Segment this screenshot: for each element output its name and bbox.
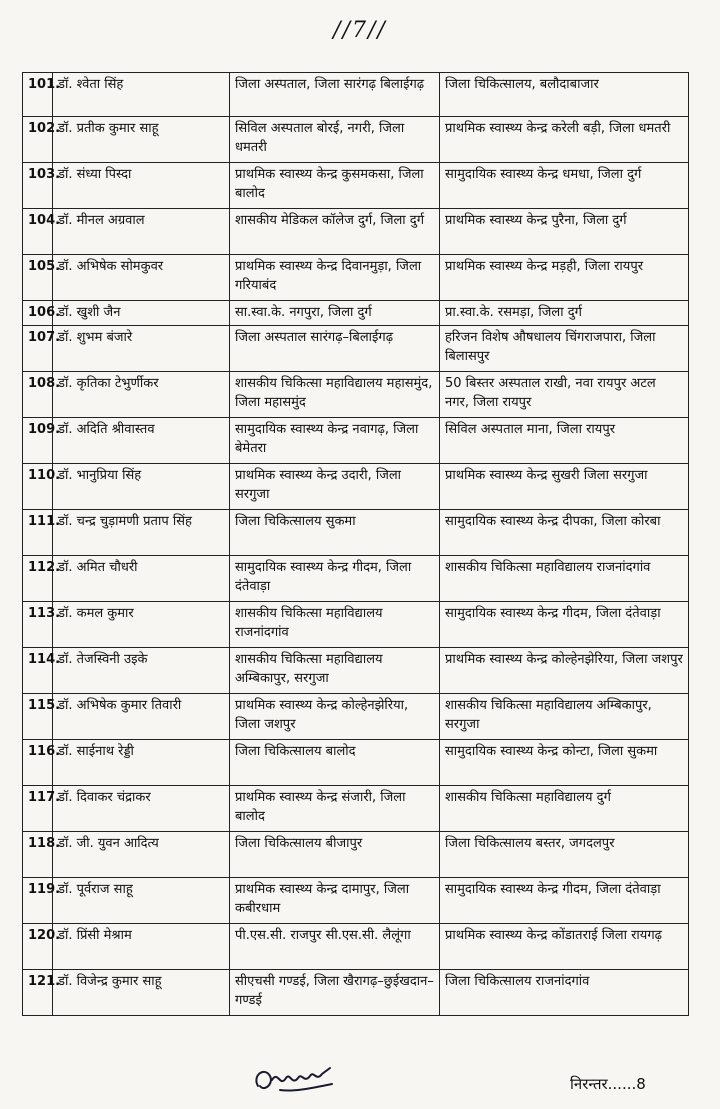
table-row [23,73,689,117]
table-row [23,301,689,326]
new-posting: शासकीय चिकित्सा महाविद्यालय दुर्ग [440,786,689,832]
new-posting: शासकीय चिकित्सा महाविद्यालय अम्बिकापुर, सरगुजा [440,694,689,740]
table-row [23,648,689,694]
table-row [23,556,689,602]
table-row [23,163,689,209]
table-row [23,372,689,418]
page-number: //7// [333,18,387,43]
doctor-name: डॉ. अभिषेक सोमकुवर [53,255,230,301]
serial-number: 112. [23,556,53,602]
serial-number: 120. [23,924,53,970]
new-posting: सामुदायिक स्वास्थ्य केन्द्र दीपका, जिला कोरबा [440,510,689,556]
table-body [23,73,689,1016]
serial-number: 106. [23,301,53,326]
table-row [23,326,689,372]
serial-number: 103. [23,163,53,209]
doctor-name: डॉ. कृतिका टेभुर्णीकर [53,372,230,418]
new-posting: प्राथमिक स्वास्थ्य केन्द्र कोल्हेनझेरिया, जिला जशपुर [440,648,689,694]
current-posting: जिला चिकित्सालय बालोद [230,740,440,786]
doctor-name: डॉ. चन्द्र चुड़ामणी प्रताप सिंह [53,510,230,556]
current-posting: जिला चिकित्सालय बीजापुर [230,832,440,878]
doctor-name: डॉ. अमित चौधरी [53,556,230,602]
doctor-name: डॉ. खुशी जैन [53,301,230,326]
table-row [23,418,689,464]
table-row [23,970,689,1016]
current-posting: जिला अस्पताल, जिला सारंगढ़ बिलाईगढ़ [230,73,440,117]
serial-number: 117. [23,786,53,832]
doctor-name: डॉ. दिवाकर चंद्राकर [53,786,230,832]
doctor-name: डॉ. जी. युवन आदित्य [53,832,230,878]
doctor-name: डॉ. श्वेता सिंह [53,73,230,117]
current-posting: जिला अस्पताल सारंगढ़–बिलाईगढ़ [230,326,440,372]
new-posting: प्राथमिक स्वास्थ्य केन्द्र सुखरी जिला सरगुजा [440,464,689,510]
doctor-name: डॉ. विजेन्द्र कुमार साहू [53,970,230,1016]
new-posting: 50 बिस्तर अस्पताल राखी, नवा रायपुर अटल नगर, जिला रायपुर [440,372,689,418]
transfer-table [22,72,689,1016]
current-posting: प्राथमिक स्वास्थ्य केन्द्र दामापुर, जिला कबीरधाम [230,878,440,924]
table-row [23,602,689,648]
doctor-name: डॉ. तेजस्विनी उइके [53,648,230,694]
table-row [23,117,689,163]
table-row [23,510,689,556]
new-posting: शासकीय चिकित्सा महाविद्यालय राजनांदगांव [440,556,689,602]
serial-number: 115. [23,694,53,740]
serial-number: 114. [23,648,53,694]
current-posting: प्राथमिक स्वास्थ्य केन्द्र कुसमकसा, जिला बालोद [230,163,440,209]
table-row [23,786,689,832]
serial-number: 101. [23,73,53,117]
table-row [23,694,689,740]
doctor-name: डॉ. पूर्वराज साहू [53,878,230,924]
new-posting: प्राथमिक स्वास्थ्य केन्द्र करेली बड़ी, जिला धमतरी [440,117,689,163]
serial-number: 118. [23,832,53,878]
serial-number: 102. [23,117,53,163]
new-posting: सामुदायिक स्वास्थ्य केन्द्र गीदम, जिला दंतेवाड़ा [440,602,689,648]
new-posting: प्राथमिक स्वास्थ्य केन्द्र मड़ही, जिला रायपुर [440,255,689,301]
serial-number: 110. [23,464,53,510]
table-row [23,924,689,970]
current-posting: प्राथमिक स्वास्थ्य केन्द्र संजारी, जिला बालोद [230,786,440,832]
current-posting: प्राथमिक स्वास्थ्य केन्द्र उदारी, जिला सरगुजा [230,464,440,510]
current-posting: सिविल अस्पताल बोरई, नगरी, जिला धमतरी [230,117,440,163]
serial-number: 108. [23,372,53,418]
serial-number: 105. [23,255,53,301]
new-posting: जिला चिकित्सालय बस्तर, जगदलपुर [440,832,689,878]
new-posting: हरिजन विशेष औषधालय चिंगराजपारा, जिला बिलासपुर [440,326,689,372]
serial-number: 104. [23,209,53,255]
new-posting: सिविल अस्पताल माना, जिला रायपुर [440,418,689,464]
current-posting: शासकीय चिकित्सा महाविद्यालय राजनांदगांव [230,602,440,648]
doctor-name: डॉ. भानुप्रिया सिंह [53,464,230,510]
current-posting: सामुदायिक स्वास्थ्य केन्द्र गीदम, जिला दंतेवाड़ा [230,556,440,602]
table-row [23,464,689,510]
new-posting: प्राथमिक स्वास्थ्य केन्द्र पुरैना, जिला दुर्ग [440,209,689,255]
current-posting: सीएचसी गण्डई, जिला खैरागढ़–छुईखदान–गण्डई [230,970,440,1016]
new-posting: प्राथमिक स्वास्थ्य केन्द्र कोंडातराई जिला रायगढ़ [440,924,689,970]
doctor-name: डॉ. मीनल अग्रवाल [53,209,230,255]
serial-number: 121. [23,970,53,1016]
doctor-name: डॉ. कमल कुमार [53,602,230,648]
new-posting: जिला चिकित्सालय, बलौदाबाजार [440,73,689,117]
signature [250,1062,340,1098]
serial-number: 119. [23,878,53,924]
serial-number: 109. [23,418,53,464]
new-posting: सामुदायिक स्वास्थ्य केन्द्र गीदम, जिला दंतेवाड़ा [440,878,689,924]
current-posting: शासकीय चिकित्सा महाविद्यालय महासमुंद, जिला महासमुंद [230,372,440,418]
new-posting: जिला चिकित्सालय राजनांदगांव [440,970,689,1016]
current-posting: पी.एस.सी. राजपुर सी.एस.सी. लैलूंगा [230,924,440,970]
doctor-name: डॉ. शुभम बंजारे [53,326,230,372]
table-row [23,209,689,255]
serial-number: 113. [23,602,53,648]
current-posting: प्राथमिक स्वास्थ्य केन्द्र दिवानमुड़ा, जिला गरियाबंद [230,255,440,301]
table-row [23,878,689,924]
doctor-name: डॉ. संध्या पिस्दा [53,163,230,209]
table-row [23,255,689,301]
table-row [23,832,689,878]
new-posting: सामुदायिक स्वास्थ्य केन्द्र कोन्टा, जिला सुकमा [440,740,689,786]
current-posting: शासकीय चिकित्सा महाविद्यालय अम्बिकापुर, सरगुजा [230,648,440,694]
current-posting: जिला चिकित्सालय सुकमा [230,510,440,556]
new-posting: सामुदायिक स्वास्थ्य केन्द्र धमधा, जिला दुर्ग [440,163,689,209]
doctor-name: डॉ. अभिषेक कुमार तिवारी [53,694,230,740]
current-posting: सामुदायिक स्वास्थ्य केन्द्र नवागढ़, जिला बेमेतरा [230,418,440,464]
current-posting: शासकीय मेडिकल कॉलेज दुर्ग, जिला दुर्ग [230,209,440,255]
serial-number: 111. [23,510,53,556]
current-posting: प्राथमिक स्वास्थ्य केन्द्र कोल्हेनझेरिया, जिला जशपुर [230,694,440,740]
doctor-name: डॉ. प्रिंसी मेश्राम [53,924,230,970]
new-posting: प्रा.स्वा.के. रसमड़ा, जिला दुर्ग [440,301,689,326]
doctor-name: डॉ. अदिति श्रीवास्तव [53,418,230,464]
serial-number: 107. [23,326,53,372]
doctor-name: डॉ. साईनाथ रेड्डी [53,740,230,786]
current-posting: सा.स्वा.के. नगपुरा, जिला दुर्ग [230,301,440,326]
doctor-name: डॉ. प्रतीक कुमार साहू [53,117,230,163]
continued-note: निरन्तर......8 [570,1075,646,1093]
table-row [23,740,689,786]
serial-number: 116. [23,740,53,786]
